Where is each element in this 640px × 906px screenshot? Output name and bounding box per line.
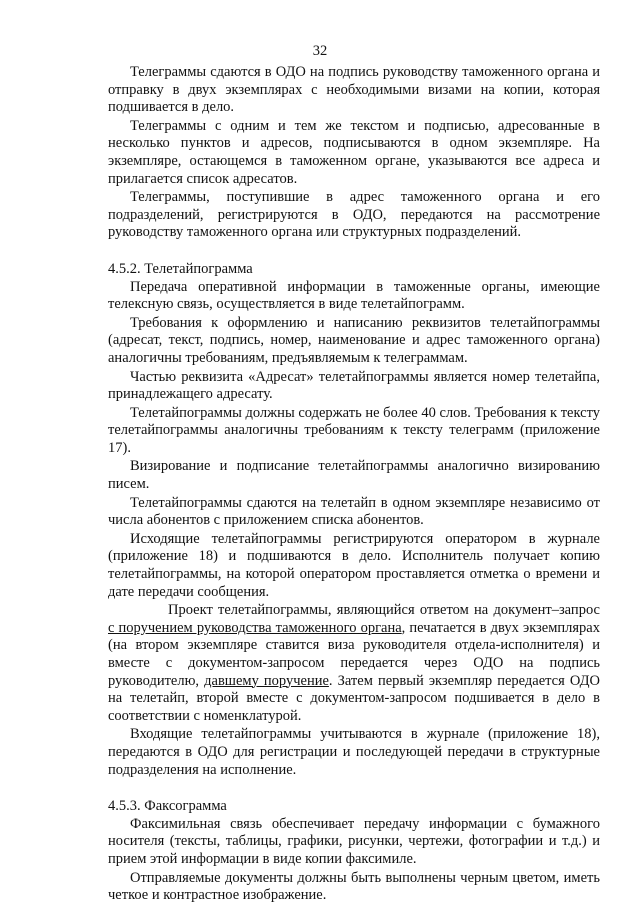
section-heading-teletype: 4.5.2. Телетайпограмма (108, 260, 253, 277)
text-run: Проект телетайпограммы, являющийся ответом на документ–запрос (168, 602, 600, 619)
paragraph: Визирование и подписание телетайпограммы аналогично визированию писем. (108, 458, 600, 493)
paragraph: Телеграммы с одним и тем же текстом и подписью, адресованные в несколько пунктов и адресов, подписываются в одном экземпляре. На экземпляре, остающемся в таможенном органе, указываются все адреса и прилагается список адресатов. (108, 117, 600, 187)
paragraph: Передача оперативной информации в таможенные органы, имеющие телексную связь, осуществляется в виде телетайпограмм. (108, 278, 600, 313)
paragraph: Телетайпограммы сдаются на телетайп в одном экземпляре независимо от числа абонентов с приложением списка абонентов. (108, 494, 600, 529)
paragraph: Отправляемые документы должны быть выполнены черным цветом, иметь четкое и контрастное изображение. (108, 869, 600, 904)
paragraph: Телеграммы, поступившие в адрес таможенного органа и его подразделений, регистрируются в ОДО, передаются на рассмотрение руководству таможенного органа или структурных подразделений. (108, 189, 600, 241)
paragraph: Телетайпограммы должны содержать не более 40 слов. Требования к тексту телетайпограммы аналогичны требованиям к тексту телеграмм (приложение 17). (108, 404, 600, 456)
underlined-text: с поручением руководства таможенного органа (108, 619, 402, 636)
section-gap (108, 243, 600, 261)
paragraph: Телеграммы сдаются в ОДО на подпись руководству таможенного органа и отправку в двух экземплярах с необходимыми визами на копии, которая подшивается в дело. (108, 64, 600, 116)
page-body (108, 64, 600, 906)
paragraph: Входящие телетайпограммы учитываются в журнале (приложение 18), передаются в ОДО для регистрации и последующей передачи в структурные подразделения на исполнение. (108, 726, 600, 778)
paragraph: Частью реквизита «Адресат» телетайпограммы является номер телетайпа, принадлежащего адресату. (108, 368, 600, 403)
text-run: , печатается в двух экземплярах (на втором экземпляре ставится виза руководителя отдела-исполнителя) и вместе с документом-запросом передается через ОДО на подпись руководителю, (108, 619, 600, 689)
section-gap (108, 780, 600, 798)
underlined-text: давшему поручение (204, 672, 329, 689)
project-paragraph (108, 602, 600, 725)
paragraph: Исходящие телетайпограммы регистрируются оператором в журнале (приложение 18) и подшиваются в дело. Исполнитель получает копию телетайпограммы, на которой оператором проставляется отметка о времени и дате передачи сообщения. (108, 530, 600, 600)
paragraph: Требования к оформлению и написанию реквизитов телетайпограммы (адресат, текст, подпись, номер, наименование и адрес таможенного органа) аналогичны требованиям, предъявляемым к телеграммам. (108, 314, 600, 366)
text-run: . Затем первый экземпляр передается ОДО на телетайп, второй вместе с документом-запросом подшивается в дело в соответствии с номенклатурой. (108, 672, 600, 724)
paragraph: Факсимильная связь обеспечивает передачу информации с бумажного носителя (тексты, таблицы, графики, рисунки, чертежи, фотографии и т.д.) и прием этой информации в виде копии факсимиле. (108, 815, 600, 867)
page-number: 32 (312, 43, 328, 59)
section-heading-fax: 4.5.3. Факсограмма (108, 798, 227, 815)
